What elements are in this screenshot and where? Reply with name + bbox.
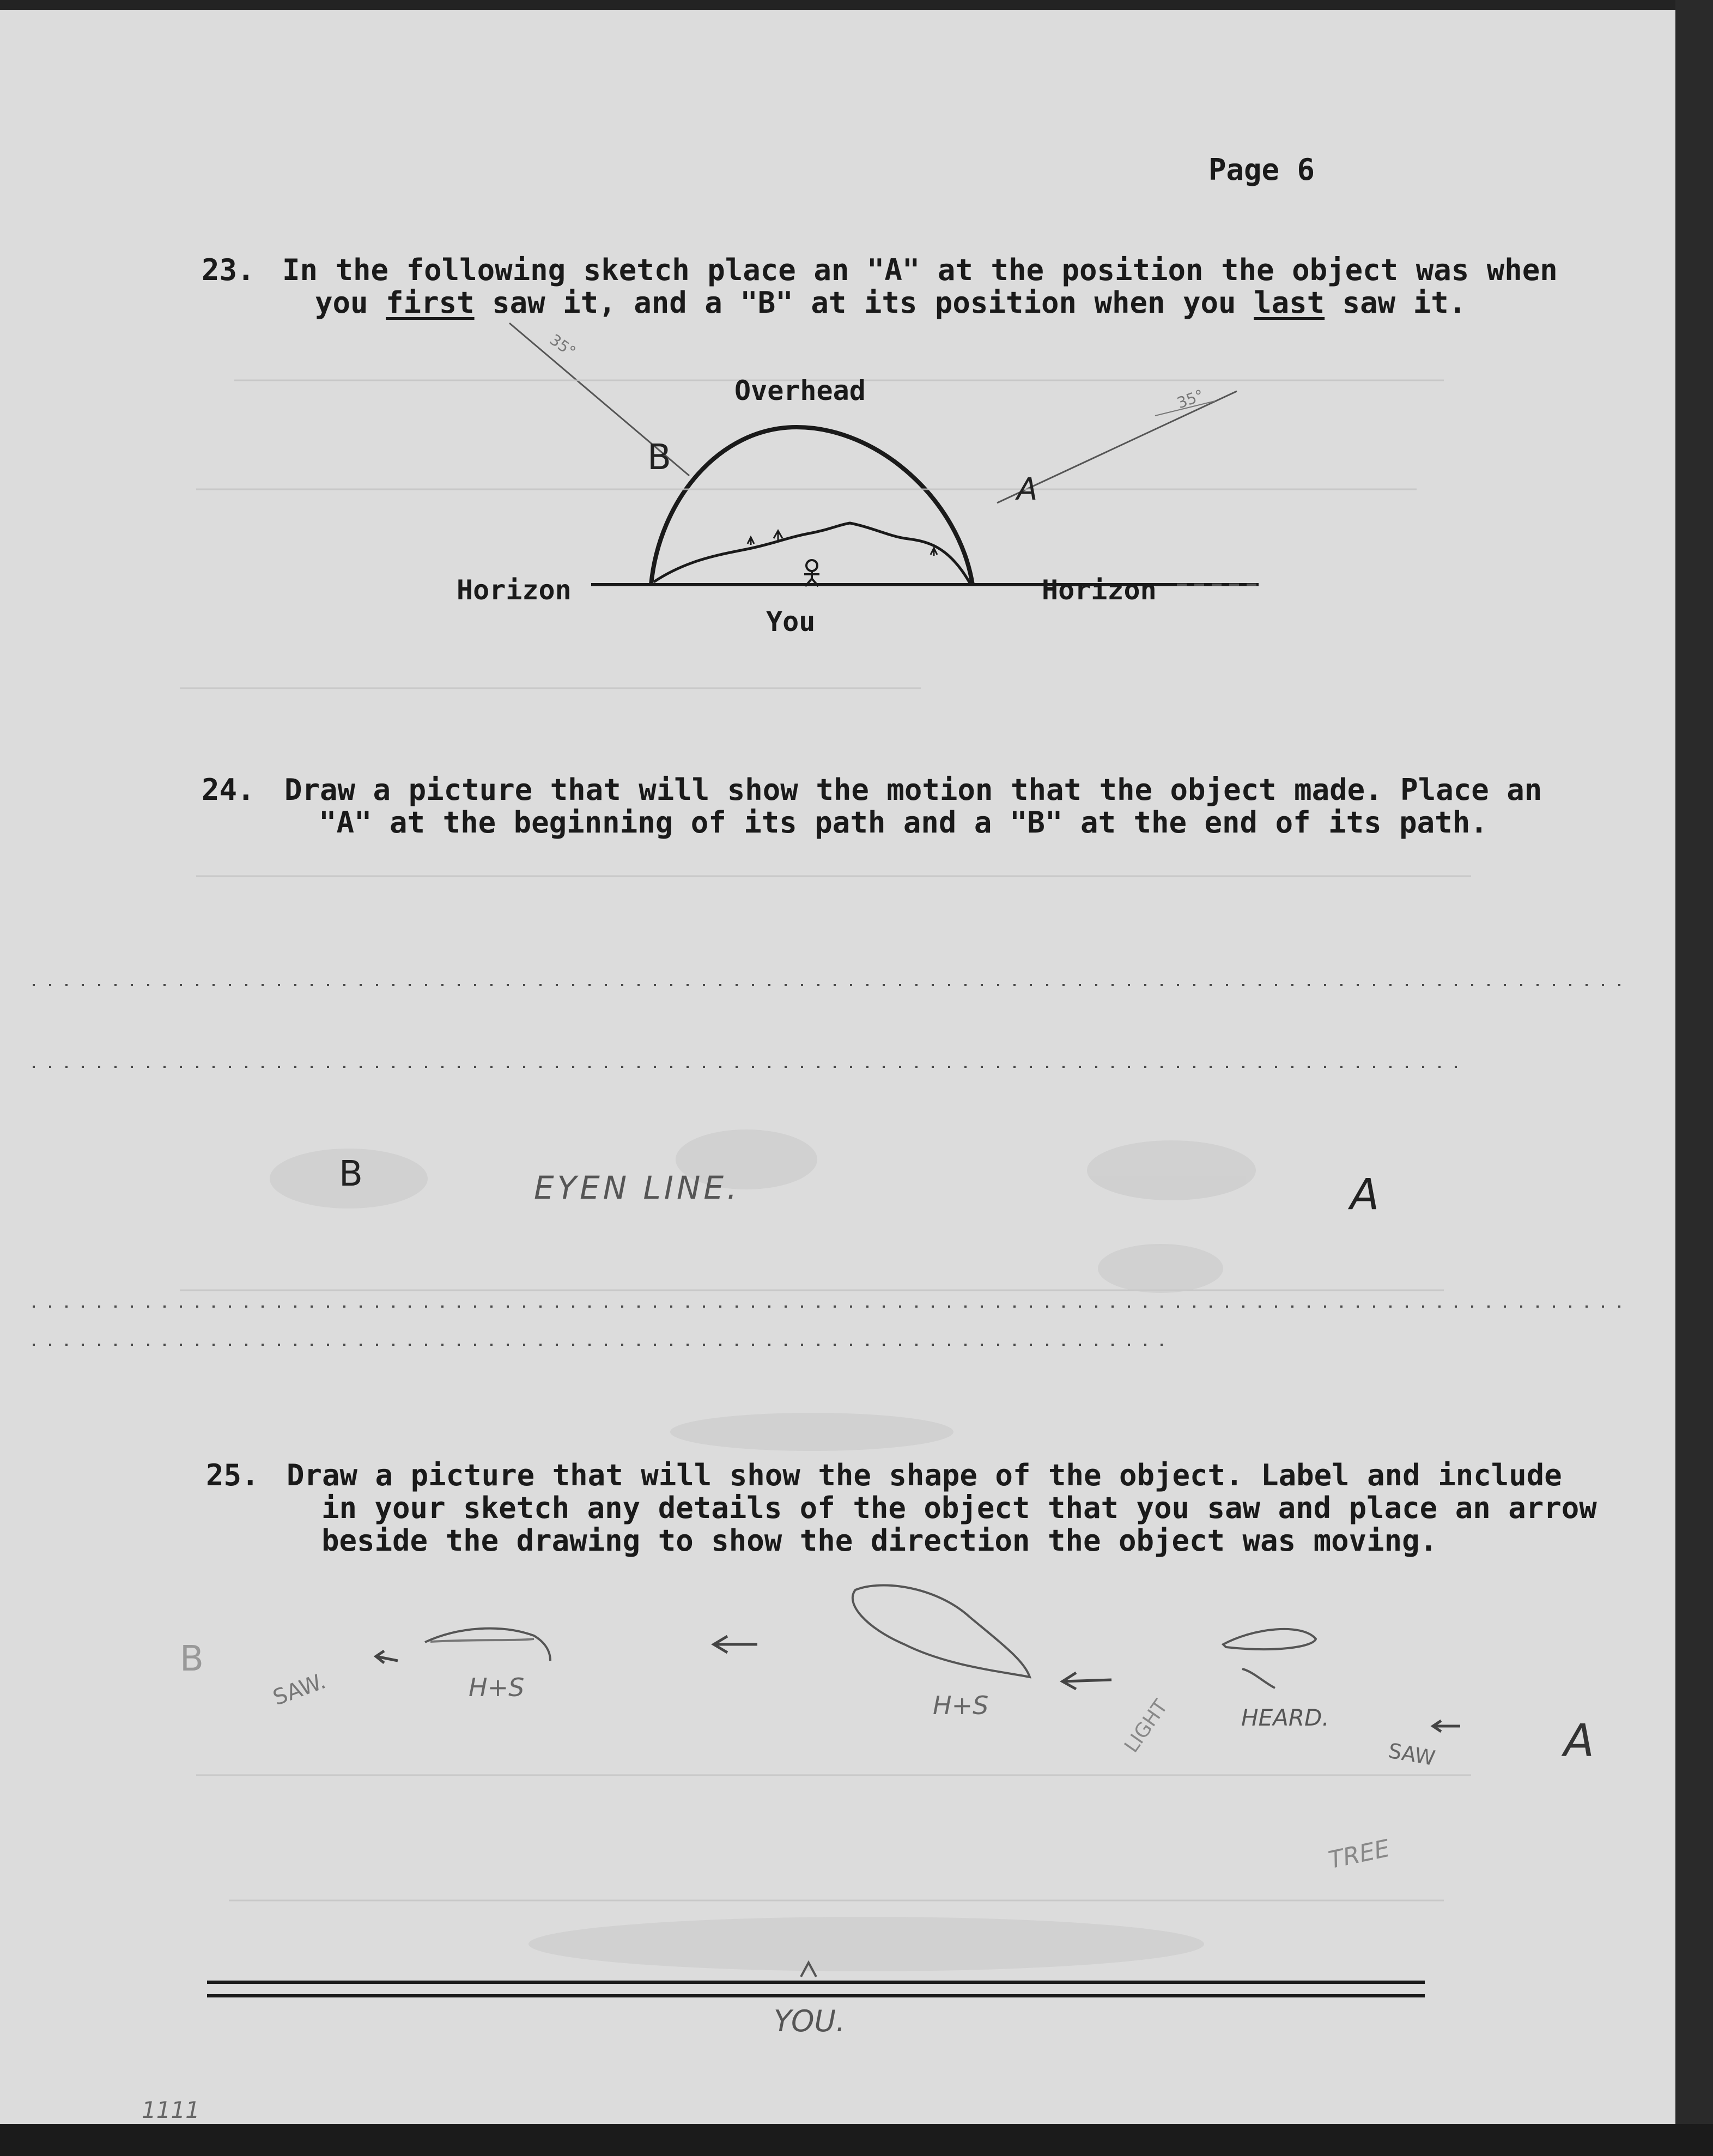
q23-number: 23. [202,253,255,287]
label-horizon-left: Horizon [457,574,572,606]
q24-line1: Draw a picture that will show the motion that the object made. Place an [284,773,1542,807]
q25-object-drawings [425,1586,1316,1688]
q25-mark-a: A [1564,1715,1595,1767]
scan-border-bottom [0,2124,1713,2156]
q25-mark-b: B [180,1639,204,1679]
object-sketch-right-tail [1242,1669,1275,1688]
direction-arrow [376,1651,398,1663]
bleed-through [180,380,1471,1900]
direction-arrow [1062,1673,1111,1689]
label-overhead: Overhead [734,375,866,406]
q25-heard: HEARD. [1241,1704,1329,1731]
direction-arrow [1433,1721,1460,1732]
q25-line2: in your sketch any details of the object that you saw and place an arrow [321,1491,1597,1525]
q24-number: 24. [202,773,255,807]
q23-line2-a: you [315,286,386,320]
q25-saw-left: SAW. [270,1668,329,1711]
handwritten-angle-left: 35° [546,330,579,361]
label-horizon-right: Horizon [1042,574,1157,606]
q23-line2-c: saw it. [1325,286,1467,320]
q24-eye-line: EYEN LINE. [534,1169,740,1206]
q23-last: last [1254,286,1325,320]
q23-line1: In the following sketch place an "A" at the position the object was when [282,253,1558,287]
q25-hs-center: H+S [933,1691,989,1720]
object-sketch-center [853,1586,1030,1677]
q25-light: LIGHT [1120,1696,1173,1757]
label-you: You [766,606,816,637]
page-number: Page 6 [1208,153,1315,187]
object-sketch-left-base [430,1639,534,1642]
handwritten-b: B [647,438,671,478]
handwritten-a: A [1017,472,1038,507]
direction-arrow [714,1636,757,1653]
q25-number: 25. [206,1458,259,1492]
q24-mark-b: B [339,1154,363,1194]
q24-mark-a: A [1350,1170,1380,1219]
q24-line2: "A" at the beginning of its path and a "B" at the end of its path. [319,805,1488,840]
q25-saw-right: SAW [1386,1738,1437,1771]
q25-hs-left: H+S [469,1673,525,1702]
object-sketch-right [1223,1629,1316,1649]
q23-sky-diagram [0,10,1675,2124]
document-page [0,10,1675,2124]
observer-figure [804,560,819,586]
scan-border-right [1675,0,1713,2156]
q25-tree: TREE [1326,1834,1393,1875]
q23-first: first [386,286,475,320]
handwritten-angle-right: 35° [1174,386,1206,412]
corner-scrawl: 1111 [142,2097,200,2123]
q25-you: YOU. [774,2004,846,2038]
q25-line3: beside the drawing to show the direction the object was moving. [321,1523,1438,1558]
tree-mark [931,548,937,556]
q23-line2-b: saw it, and a "B" at its position when you [474,286,1254,320]
q25-line1: Draw a picture that will show the shape of the object. Label and include [287,1458,1562,1492]
object-sketch-left [425,1629,550,1661]
tree-mark [748,537,754,545]
